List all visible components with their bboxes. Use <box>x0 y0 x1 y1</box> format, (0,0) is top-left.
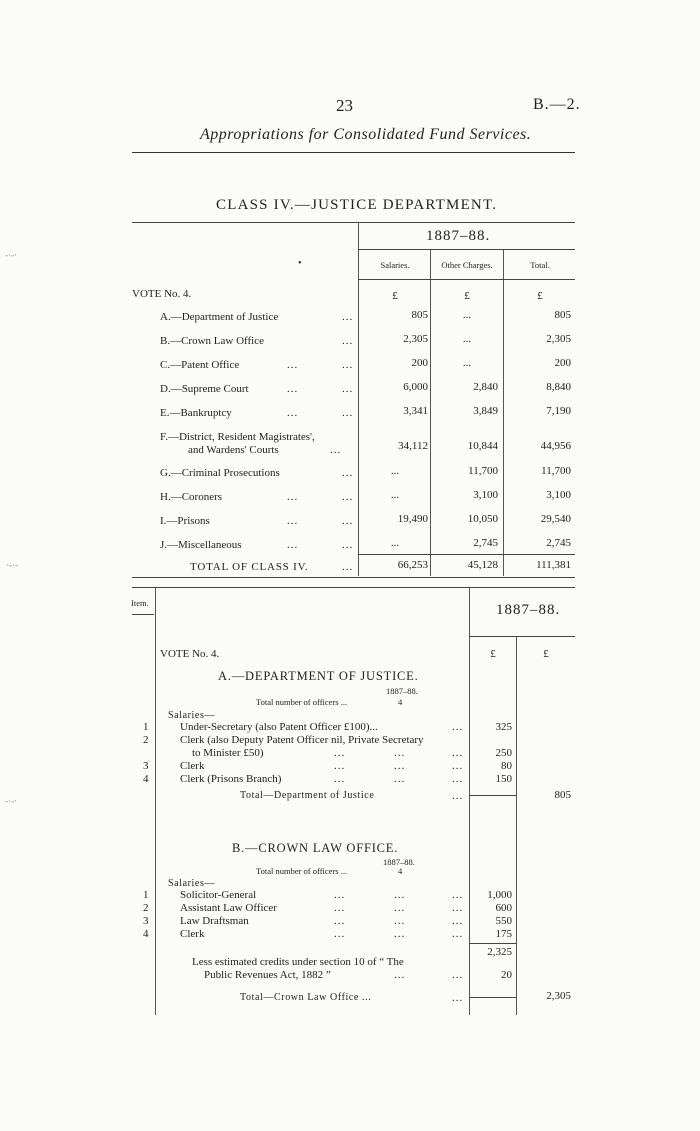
summary-row-total: 29,540 <box>540 513 571 525</box>
section-a-total-label: Total—Department of Justice <box>240 790 375 801</box>
summary-year: 1887–88. <box>426 228 491 244</box>
currency-total: £ <box>537 290 543 302</box>
summary-vote-label: VOTE No. 4. <box>132 288 192 300</box>
leader-dots: ... <box>287 515 299 527</box>
leader-dots: ... <box>394 760 406 772</box>
summary-row-label: H.—Coroners <box>160 491 223 503</box>
summary-row-salaries: 19,490 <box>397 513 428 525</box>
section-a-officers-year: 1887–88. <box>386 686 418 696</box>
leader-dots: ... <box>452 889 464 901</box>
section-b-subtotal: 2,325 <box>487 946 512 958</box>
item-text: Under-Secretary (also Patent Officer £100)... <box>180 721 378 733</box>
leader-dots: ... <box>287 539 299 551</box>
col-header-salaries: Salaries. <box>380 260 410 270</box>
summary-row-salaries: ... <box>390 537 400 549</box>
summary-row-label: I.—Prisons <box>160 515 210 527</box>
summary-row-total: 2,745 <box>546 537 571 549</box>
summary-row-other: 10,844 <box>467 440 498 452</box>
summary-row-total: 11,700 <box>541 465 571 477</box>
summary-row-total: 44,956 <box>540 440 571 452</box>
currency-salaries: £ <box>392 290 398 302</box>
section-a-officers-label: Total number of officers ... <box>256 697 348 707</box>
leader-dots: ... <box>334 915 346 927</box>
summary-row-other: 2,745 <box>473 537 498 549</box>
item-number: 2 <box>143 734 149 746</box>
item-col-divider <box>155 587 156 1015</box>
leader-dots: ... <box>330 444 342 456</box>
item-amount: 150 <box>495 773 512 785</box>
leader-dots: ... <box>394 915 406 927</box>
summary-col-divider <box>358 222 359 576</box>
leader-dots: ... <box>334 773 346 785</box>
page-number: 23 <box>336 96 353 115</box>
year-rule <box>358 249 575 250</box>
summary-row-label: A.—Department of Justice <box>160 311 279 323</box>
item-number: 2 <box>143 902 149 914</box>
leader-dots: ... <box>342 311 354 323</box>
col-header-total: Total. <box>530 260 550 270</box>
item-number: 4 <box>143 928 149 940</box>
leader-dots: ... <box>334 760 346 772</box>
summary-row-other: ... <box>462 309 472 321</box>
leader-dots: ... <box>342 467 354 479</box>
leader-dots: ... <box>342 407 354 419</box>
section-a-officers-count: 4 <box>398 697 403 707</box>
leader-dots: ... <box>452 969 464 981</box>
leader-dots: ... <box>334 889 346 901</box>
summary-row-label: J.—Miscellaneous <box>160 539 242 551</box>
section-b-officers-count: 4 <box>398 866 403 876</box>
summary-row-label: G.—Criminal Prosecutions <box>160 467 280 479</box>
summary-row-salaries: ... <box>390 465 400 477</box>
leader-dots: ... <box>452 773 464 785</box>
leader-dots: ... <box>342 335 354 347</box>
section-a-salaries-label: Salaries— <box>168 710 216 721</box>
item-number: 3 <box>143 915 149 927</box>
currency-other: £ <box>464 290 470 302</box>
leader-dots: ... <box>287 491 299 503</box>
summary-row-label-cont: and Wardens' Courts <box>188 444 279 456</box>
leader-dots: ... <box>394 902 406 914</box>
item-text: Law Draftsman <box>180 915 249 927</box>
leader-dots: ... <box>342 383 354 395</box>
summary-row-other: ... <box>462 333 472 345</box>
section-b-salaries-label: Salaries— <box>168 878 216 889</box>
summary-row-salaries: ... <box>390 489 400 501</box>
item-text: Clerk (Prisons Branch) <box>180 773 282 785</box>
col-header-rule <box>358 279 575 280</box>
summary-total-salaries: 66,253 <box>397 559 428 571</box>
item-number: 4 <box>143 773 149 785</box>
item-number: 1 <box>143 721 149 733</box>
detail-year-rule <box>469 636 575 637</box>
summary-bottom-rule <box>132 577 575 578</box>
item-amount: 80 <box>501 760 512 772</box>
page-subtitle: Appropriations for Consolidated Fund Services. <box>200 126 532 143</box>
section-b-less-line1: Less estimated credits under section 10 of “ The <box>192 956 404 968</box>
leader-dots: ... <box>452 902 464 914</box>
item-text-cont: to Minister £50) <box>192 747 264 759</box>
leader-dots: ... <box>334 928 346 940</box>
section-b-title: B.—CROWN LAW OFFICE. <box>232 841 399 855</box>
leader-dots: ... <box>287 359 299 371</box>
leader-dots: ... <box>394 889 406 901</box>
summary-row-other: 3,100 <box>473 489 498 501</box>
summary-row-other: ... <box>462 357 472 369</box>
leader-dots: ... <box>342 491 354 503</box>
leader-dots: ... <box>452 928 464 940</box>
item-header-rule <box>132 614 154 615</box>
leader-dots: ... <box>342 515 354 527</box>
amount-col-divider <box>516 636 517 1015</box>
decorative-dot: • <box>298 258 302 269</box>
summary-row-total: 3,100 <box>546 489 571 501</box>
summary-top-rule <box>132 222 575 223</box>
leader-dots: ... <box>452 760 464 772</box>
section-a-total-rule <box>469 795 516 796</box>
leader-dots: ... <box>334 902 346 914</box>
summary-col-divider <box>430 250 431 576</box>
summary-total-other: 45,128 <box>467 559 498 571</box>
section-b-total-label: Total—Crown Law Office ... <box>240 992 372 1003</box>
leader-dots: ... <box>394 928 406 940</box>
leader-dots: ... <box>452 992 464 1004</box>
summary-row-total: 805 <box>554 309 571 321</box>
leader-dots: ... <box>334 747 346 759</box>
item-text: Solicitor-General <box>180 889 257 901</box>
summary-row-salaries: 34,112 <box>398 440 428 452</box>
summary-total-total: 111,381 <box>536 559 571 571</box>
leader-dots: ... <box>394 773 406 785</box>
item-header: Item. <box>131 598 149 608</box>
margin-mark: -·-· <box>5 796 17 806</box>
detail-year: 1887–88. <box>496 602 561 618</box>
section-b-subtotal-rule <box>469 943 516 944</box>
item-text: Clerk <box>180 928 205 940</box>
leader-dots: ... <box>394 969 406 981</box>
item-amount: 250 <box>495 747 512 759</box>
item-number: 3 <box>143 760 149 772</box>
summary-row-other: 2,840 <box>473 381 498 393</box>
leader-dots: ... <box>342 561 354 573</box>
document-reference: B.—2. <box>533 96 581 113</box>
summary-row-other: 3,849 <box>473 405 498 417</box>
summary-row-other: 11,700 <box>468 465 498 477</box>
margin-mark: -·-· <box>5 250 17 260</box>
section-b-officers-label: Total number of officers ... <box>256 866 348 876</box>
leader-dots: ... <box>287 383 299 395</box>
margin-mark: ·-·- <box>6 560 18 570</box>
summary-row-label: E.—Bankruptcy <box>160 407 232 419</box>
detail-vote-label: VOTE No. 4. <box>160 648 220 660</box>
summary-row-salaries: 2,305 <box>403 333 428 345</box>
summary-row-salaries: 6,000 <box>403 381 428 393</box>
leader-dots: ... <box>452 915 464 927</box>
item-amount: 175 <box>495 928 512 940</box>
class-title: CLASS IV.—JUSTICE DEPARTMENT. <box>216 197 498 213</box>
detail-top-rule <box>132 587 575 588</box>
leader-dots: ... <box>394 747 406 759</box>
item-amount: 1,000 <box>487 889 512 901</box>
col-header-other-charges: Other Charges. <box>441 260 493 270</box>
summary-row-label: D.—Supreme Court <box>160 383 249 395</box>
section-a-title: A.—DEPARTMENT OF JUSTICE. <box>218 669 419 683</box>
item-number: 1 <box>143 889 149 901</box>
summary-row-label: B.—Crown Law Office <box>160 335 264 347</box>
leader-dots: ... <box>452 721 464 733</box>
item-text: Assistant Law Officer <box>180 902 277 914</box>
item-text: Clerk <box>180 760 205 772</box>
summary-row-salaries: 3,341 <box>403 405 428 417</box>
section-b-officers-year: 1887–88. <box>383 857 415 867</box>
section-b-total: 2,305 <box>546 990 571 1002</box>
detail-currency-1: £ <box>490 648 496 660</box>
summary-col-divider <box>503 250 504 576</box>
summary-row-label: F.—District, Resident Magistrates', <box>160 431 315 443</box>
leader-dots: ... <box>342 359 354 371</box>
summary-row-total: 7,190 <box>546 405 571 417</box>
summary-row-salaries: 805 <box>411 309 428 321</box>
section-b-less-line2: Public Revenues Act, 1882 ” <box>204 969 331 981</box>
summary-row-total: 8,840 <box>546 381 571 393</box>
detail-currency-2: £ <box>543 648 549 660</box>
header-rule <box>132 152 575 153</box>
leader-dots: ... <box>452 790 464 802</box>
summary-total-label: TOTAL OF CLASS IV. <box>190 561 309 573</box>
item-amount: 550 <box>495 915 512 927</box>
section-a-total: 805 <box>554 789 571 801</box>
summary-row-total: 2,305 <box>546 333 571 345</box>
item-amount: 600 <box>495 902 512 914</box>
item-amount: 325 <box>495 721 512 733</box>
summary-row-total: 200 <box>554 357 571 369</box>
item-text: Clerk (also Deputy Patent Officer nil, Private Secretary <box>180 734 424 746</box>
section-b-total-rule <box>469 997 516 998</box>
total-rule <box>358 554 575 555</box>
section-b-less-amount: 20 <box>501 969 512 981</box>
leader-dots: ... <box>287 407 299 419</box>
leader-dots: ... <box>452 747 464 759</box>
leader-dots: ... <box>342 539 354 551</box>
summary-row-label: C.—Patent Office <box>160 359 240 371</box>
summary-row-salaries: 200 <box>411 357 428 369</box>
summary-row-other: 10,050 <box>467 513 498 525</box>
